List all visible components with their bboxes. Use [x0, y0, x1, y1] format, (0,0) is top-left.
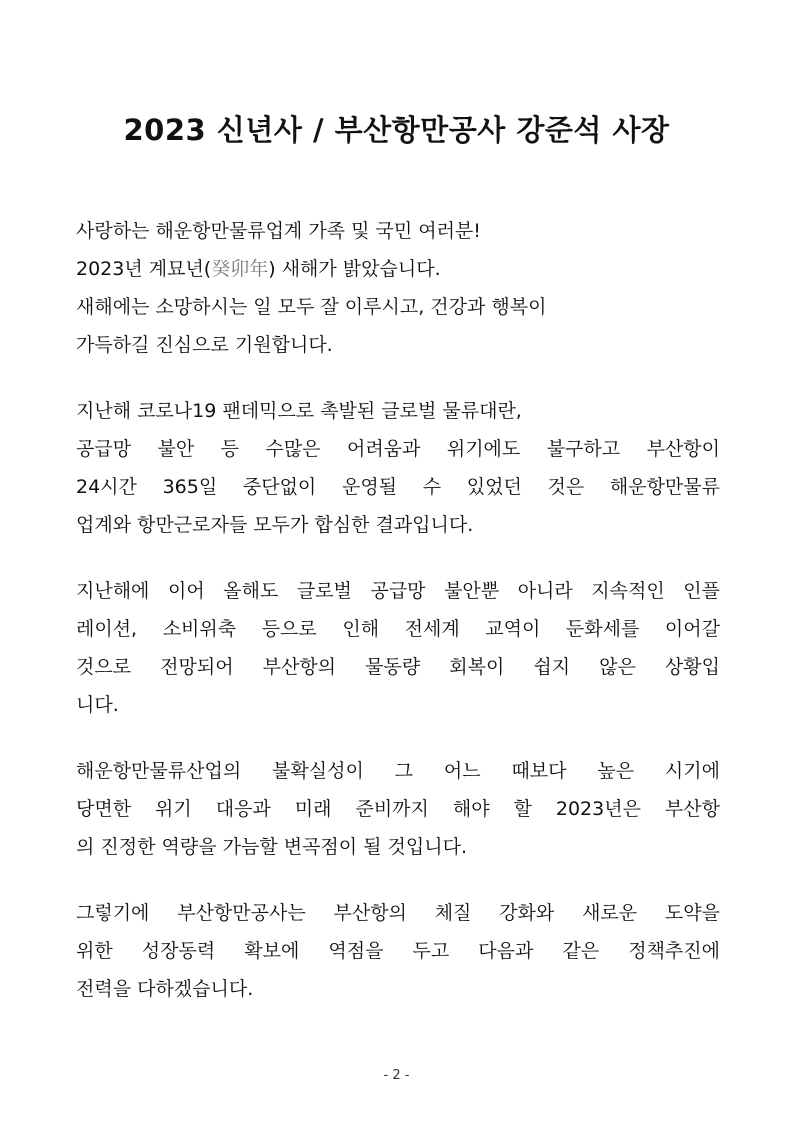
text-line: 당면한 위기 대응과 미래 준비까지 해야 할 2023년은 부산항 [76, 798, 720, 820]
text-segment: 2023년 계묘년( [76, 258, 212, 280]
text-line: 가득하길 진심으로 기원합니다. [76, 334, 333, 356]
text-line: 업계와 항만근로자들 모두가 합심한 결과입니다. [76, 514, 474, 536]
text-line: 24시간 365일 중단없이 운영될 수 있었던 것은 해운항만물류 [76, 476, 720, 498]
text-line: 지난해에 이어 올해도 글로벌 공급망 불안뿐 아니라 지속적인 인플 [76, 580, 720, 602]
paragraph-last-year [76, 392, 720, 544]
text-line: 의 진정한 역량을 가늠할 변곡점이 될 것입니다. [76, 836, 468, 858]
document-body [76, 212, 720, 1036]
text-line: 사랑하는 해운항만물류업계 가족 및 국민 여러분! [76, 220, 481, 242]
text-line: 그렇기에 부산항만공사는 부산항의 체질 강화와 새로운 도약을 [76, 902, 720, 924]
paragraph-uncertainty [76, 752, 720, 866]
text-line: 레이션, 소비위축 등으로 인해 전세계 교역이 둔화세를 이어갈 [76, 618, 720, 640]
text-line: 것으로 전망되어 부산항의 물동량 회복이 쉽지 않은 상황입 [76, 656, 720, 678]
page-number: - 2 - [383, 1068, 410, 1083]
paragraph-outlook [76, 572, 720, 724]
text-line: 공급망 불안 등 수많은 어려움과 위기에도 불구하고 부산항이 [76, 438, 720, 460]
text-line: 니다. [76, 694, 119, 716]
hanja-text: 癸卯年 [211, 258, 269, 280]
paragraph-greeting [76, 212, 720, 364]
text-line: 전력을 다하겠습니다. [76, 978, 254, 1000]
text-line: 새해에는 소망하시는 일 모두 잘 이루시고, 건강과 행복이 [76, 296, 547, 318]
paragraph-commitment [76, 894, 720, 1008]
text-line: 위한 성장동력 확보에 역점을 두고 다음과 같은 정책추진에 [76, 940, 720, 962]
text-line [76, 250, 720, 288]
document-title: 2023 신년사 / 부산항만공사 강준석 사장 [123, 113, 670, 147]
text-line: 지난해 코로나19 팬데믹으로 촉발된 글로벌 물류대란, [76, 400, 522, 422]
text-line: 해운항만물류산업의 불확실성이 그 어느 때보다 높은 시기에 [76, 760, 720, 782]
text-segment: ) 새해가 밝았습니다. [268, 258, 441, 280]
